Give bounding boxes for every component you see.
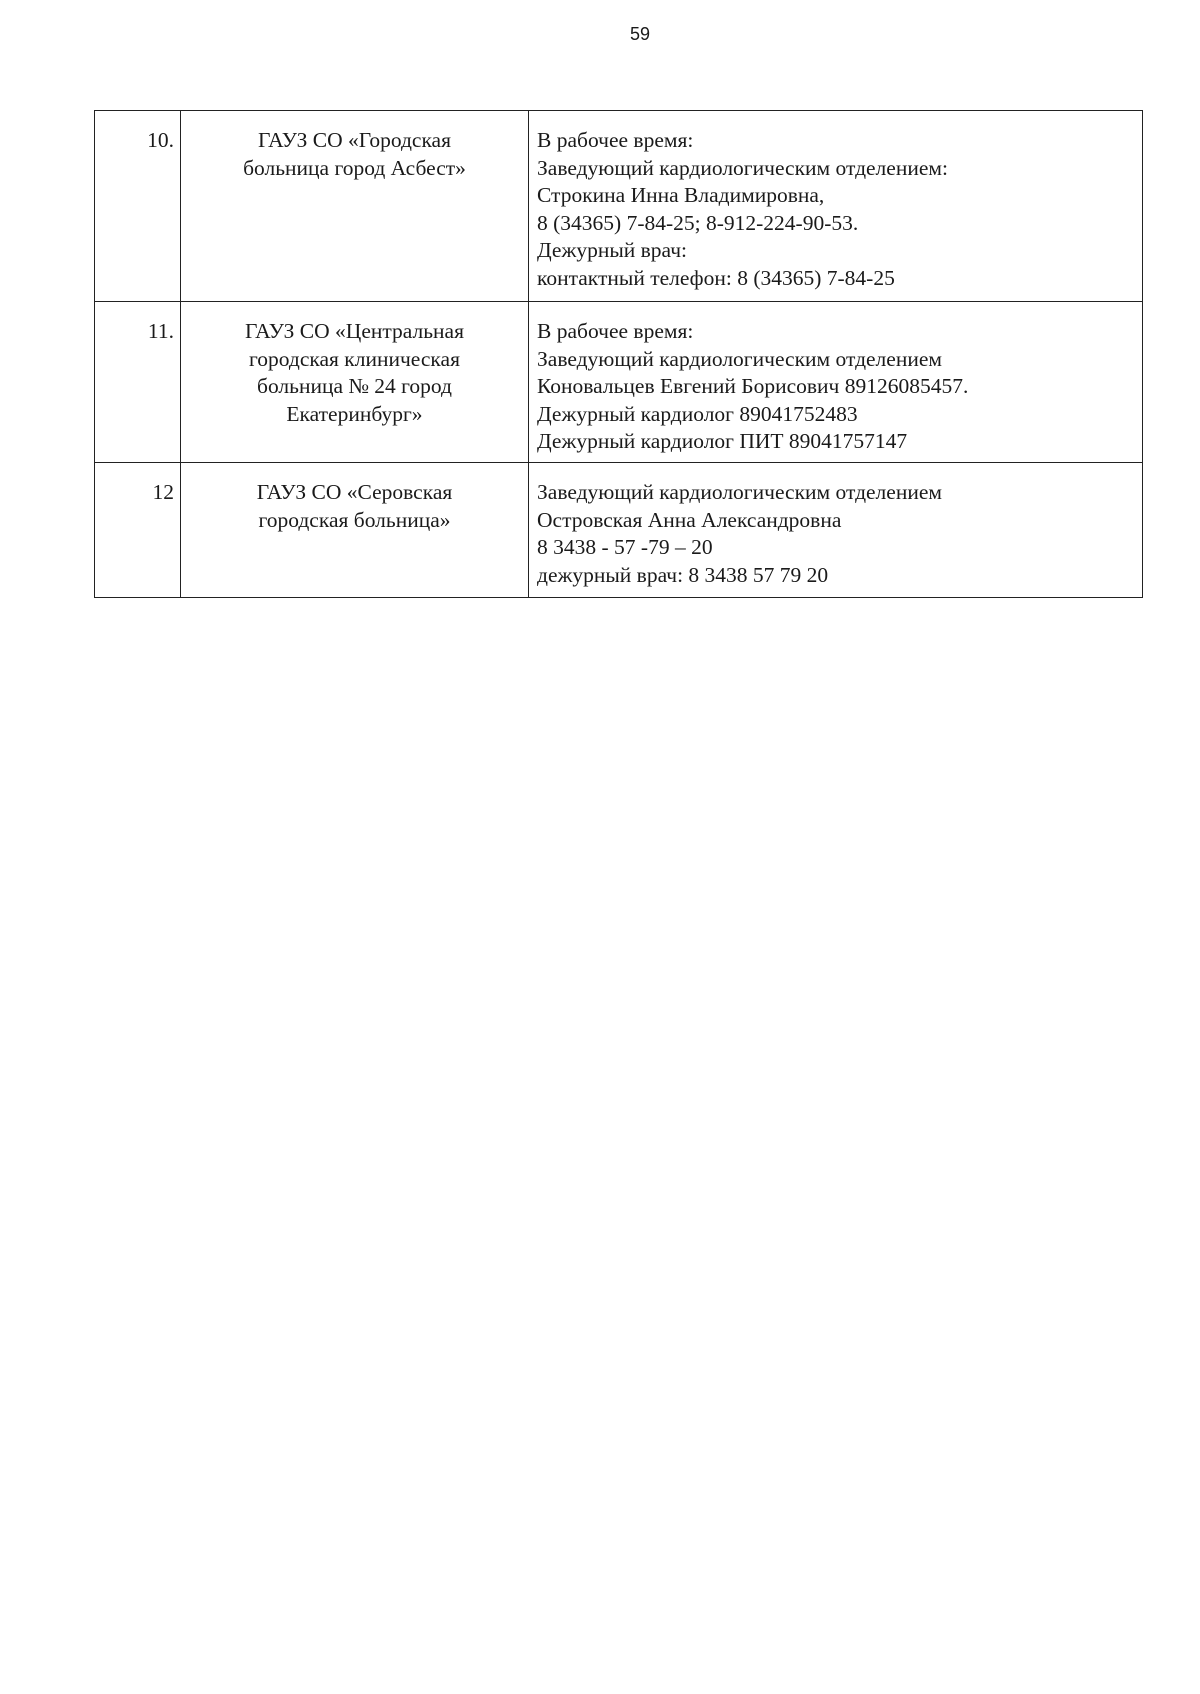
contact-line: Заведующий кардиологическим отделением (537, 480, 942, 504)
contact-line: Заведующий кардиологическим отделением (537, 346, 942, 371)
organization-cell (181, 302, 529, 463)
contact-line: дежурный врач: 8 3438 57 79 20 (537, 562, 829, 587)
contact-cell (529, 463, 1143, 598)
contact-line: Коновальцев Евгений Борисович 89126085457. (537, 374, 969, 398)
hospital-contacts-table (94, 110, 1143, 598)
contact-line: Островская Анна Александровна (537, 507, 842, 532)
contact-line: Дежурный кардиолог ПИТ 89041757147 (537, 429, 908, 453)
contact-line: В рабочее время: (537, 319, 694, 343)
contact-line: Дежурный врач: (537, 238, 688, 262)
organization-line: больница № 24 город (257, 374, 452, 398)
contact-line: Дежурный кардиолог 89041752483 (537, 401, 858, 426)
table-row (95, 463, 1143, 598)
row-number: 10. (95, 111, 181, 302)
contact-line: Заведующий кардиологическим отделением: (537, 155, 948, 180)
organization-line: городская клиническая (248, 346, 460, 371)
page-number: 59 (629, 24, 651, 44)
organization-line: ГАУЗ СО «Серовская (256, 480, 453, 504)
contact-cell (529, 302, 1143, 463)
contact-line: 8 (34365) 7-84-25; 8-912-224-90-53. (537, 210, 859, 235)
contact-cell (529, 111, 1143, 302)
organization-line: ГАУЗ СО «Городская (257, 128, 451, 152)
contact-line: В рабочее время: (537, 128, 694, 152)
organization-cell (181, 111, 529, 302)
organization-line: городская больница» (258, 507, 451, 532)
organization-line: больница город Асбест» (243, 155, 466, 180)
row-number: 12 (95, 463, 181, 598)
contact-line: 8 3438 - 57 -79 – 20 (537, 535, 713, 559)
table-row (95, 302, 1143, 463)
table-row (95, 111, 1143, 302)
contact-line: контактный телефон: 8 (34365) 7-84-25 (537, 265, 895, 290)
row-number: 11. (95, 302, 181, 463)
contact-line: Строкина Инна Владимировна, (537, 183, 825, 207)
organization-cell (181, 463, 529, 598)
organization-line: ГАУЗ СО «Центральная (245, 319, 464, 343)
organization-line: Екатеринбург» (286, 401, 423, 426)
